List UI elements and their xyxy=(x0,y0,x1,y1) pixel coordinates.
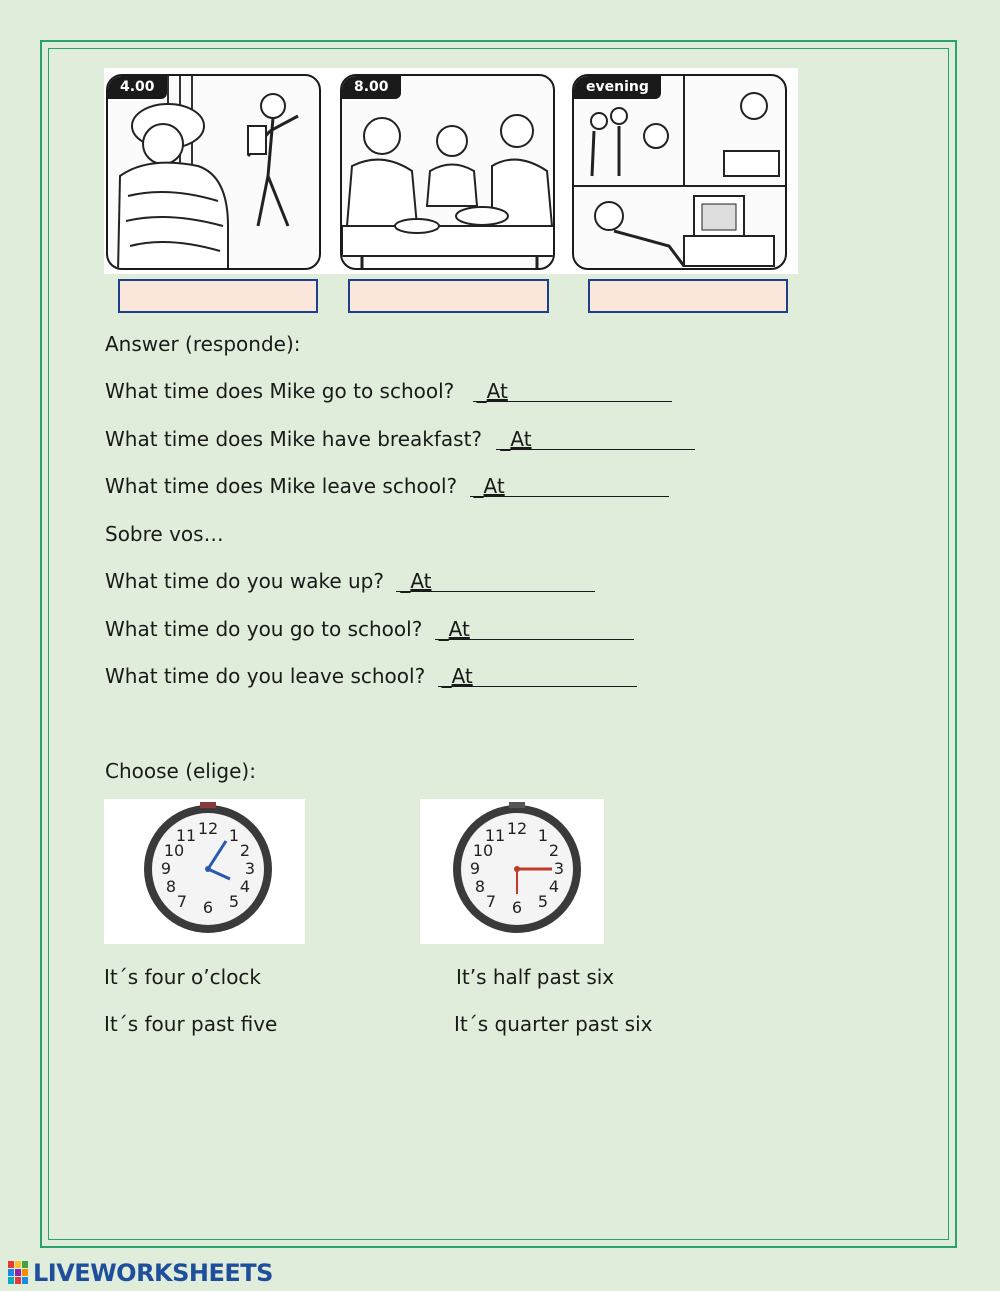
svg-text:10: 10 xyxy=(472,841,494,860)
answer-prefix: At xyxy=(483,474,505,498)
logo-text: LIVEWORKSHEETS xyxy=(33,1259,273,1287)
breakfast-illustration xyxy=(342,76,555,270)
comic-panel-2 xyxy=(340,74,555,270)
answer-input[interactable]: _At xyxy=(496,429,695,450)
clock-1-option-1[interactable]: It´s four o’clock xyxy=(104,965,262,989)
about-you-heading: Sobre vos… xyxy=(105,522,224,546)
svg-text:7: 7 xyxy=(176,892,188,911)
answer-prefix: At xyxy=(410,569,432,593)
svg-text:1: 1 xyxy=(537,826,549,845)
answer-box-3[interactable] xyxy=(588,279,788,313)
svg-text:12: 12 xyxy=(197,819,219,838)
answer-prefix: At xyxy=(510,427,532,451)
question-text: What time do you wake up? xyxy=(105,569,384,593)
question-row xyxy=(105,473,669,499)
svg-text:4: 4 xyxy=(239,877,251,896)
clock-2-option-1[interactable]: It’s half past six xyxy=(456,965,615,989)
clock-image-1 xyxy=(104,799,305,944)
svg-text:8: 8 xyxy=(474,877,486,896)
svg-text:10: 10 xyxy=(163,841,185,860)
question-text: What time does Mike go to school? xyxy=(105,379,455,403)
liveworksheets-logo xyxy=(8,1260,273,1286)
answer-input[interactable]: _At xyxy=(473,381,672,402)
panel-time-tag: 4.00 xyxy=(108,76,167,99)
comic-panel-1 xyxy=(106,74,321,270)
clock-icon xyxy=(104,799,305,944)
svg-text:8: 8 xyxy=(165,877,177,896)
evening-illustration xyxy=(574,76,787,270)
svg-text:3: 3 xyxy=(244,859,256,878)
clock-image-2 xyxy=(420,799,604,944)
question-row xyxy=(105,568,595,594)
svg-text:2: 2 xyxy=(239,841,251,860)
svg-text:7: 7 xyxy=(485,892,497,911)
question-row xyxy=(105,378,672,404)
svg-text:3: 3 xyxy=(553,859,565,878)
answer-prefix: At xyxy=(486,379,508,403)
svg-text:1: 1 xyxy=(228,826,240,845)
clock-1-option-2[interactable]: It´s four past five xyxy=(104,1012,278,1036)
panel-time-tag: evening xyxy=(574,76,661,99)
svg-text:2: 2 xyxy=(548,841,560,860)
question-row xyxy=(105,616,634,642)
choose-heading: Choose (elige): xyxy=(105,759,256,783)
answer-heading: Answer (responde): xyxy=(105,332,301,356)
answer-input[interactable]: _At xyxy=(438,666,637,687)
question-text: What time do you leave school? xyxy=(105,664,426,688)
svg-text:11: 11 xyxy=(175,826,197,845)
svg-text:6: 6 xyxy=(511,898,523,917)
clock-icon xyxy=(420,799,604,944)
answer-prefix: At xyxy=(451,664,473,688)
svg-text:4: 4 xyxy=(548,877,560,896)
svg-text:12: 12 xyxy=(506,819,528,838)
logo-icon xyxy=(8,1261,30,1285)
clock-2-option-2[interactable]: It´s quarter past six xyxy=(454,1012,653,1036)
answer-box-2[interactable] xyxy=(348,279,549,313)
question-row xyxy=(105,426,695,452)
svg-text:11: 11 xyxy=(484,826,506,845)
question-text: What time does Mike leave school? xyxy=(105,474,458,498)
svg-text:5: 5 xyxy=(228,892,240,911)
answer-input[interactable]: _At xyxy=(470,476,669,497)
svg-text:5: 5 xyxy=(537,892,549,911)
comic-panel-3 xyxy=(572,74,787,270)
svg-text:9: 9 xyxy=(160,859,172,878)
answer-box-1[interactable] xyxy=(118,279,318,313)
question-text: What time do you go to school? xyxy=(105,617,423,641)
svg-text:6: 6 xyxy=(202,898,214,917)
answer-prefix: At xyxy=(448,617,470,641)
question-row xyxy=(105,663,637,689)
leaving-school-illustration xyxy=(108,76,321,270)
svg-text:9: 9 xyxy=(469,859,481,878)
comic-strip xyxy=(104,68,798,274)
panel-time-tag: 8.00 xyxy=(342,76,401,99)
answer-input[interactable]: _At xyxy=(396,571,595,592)
question-text: What time does Mike have breakfast? xyxy=(105,427,483,451)
answer-input[interactable]: _At xyxy=(435,619,634,640)
